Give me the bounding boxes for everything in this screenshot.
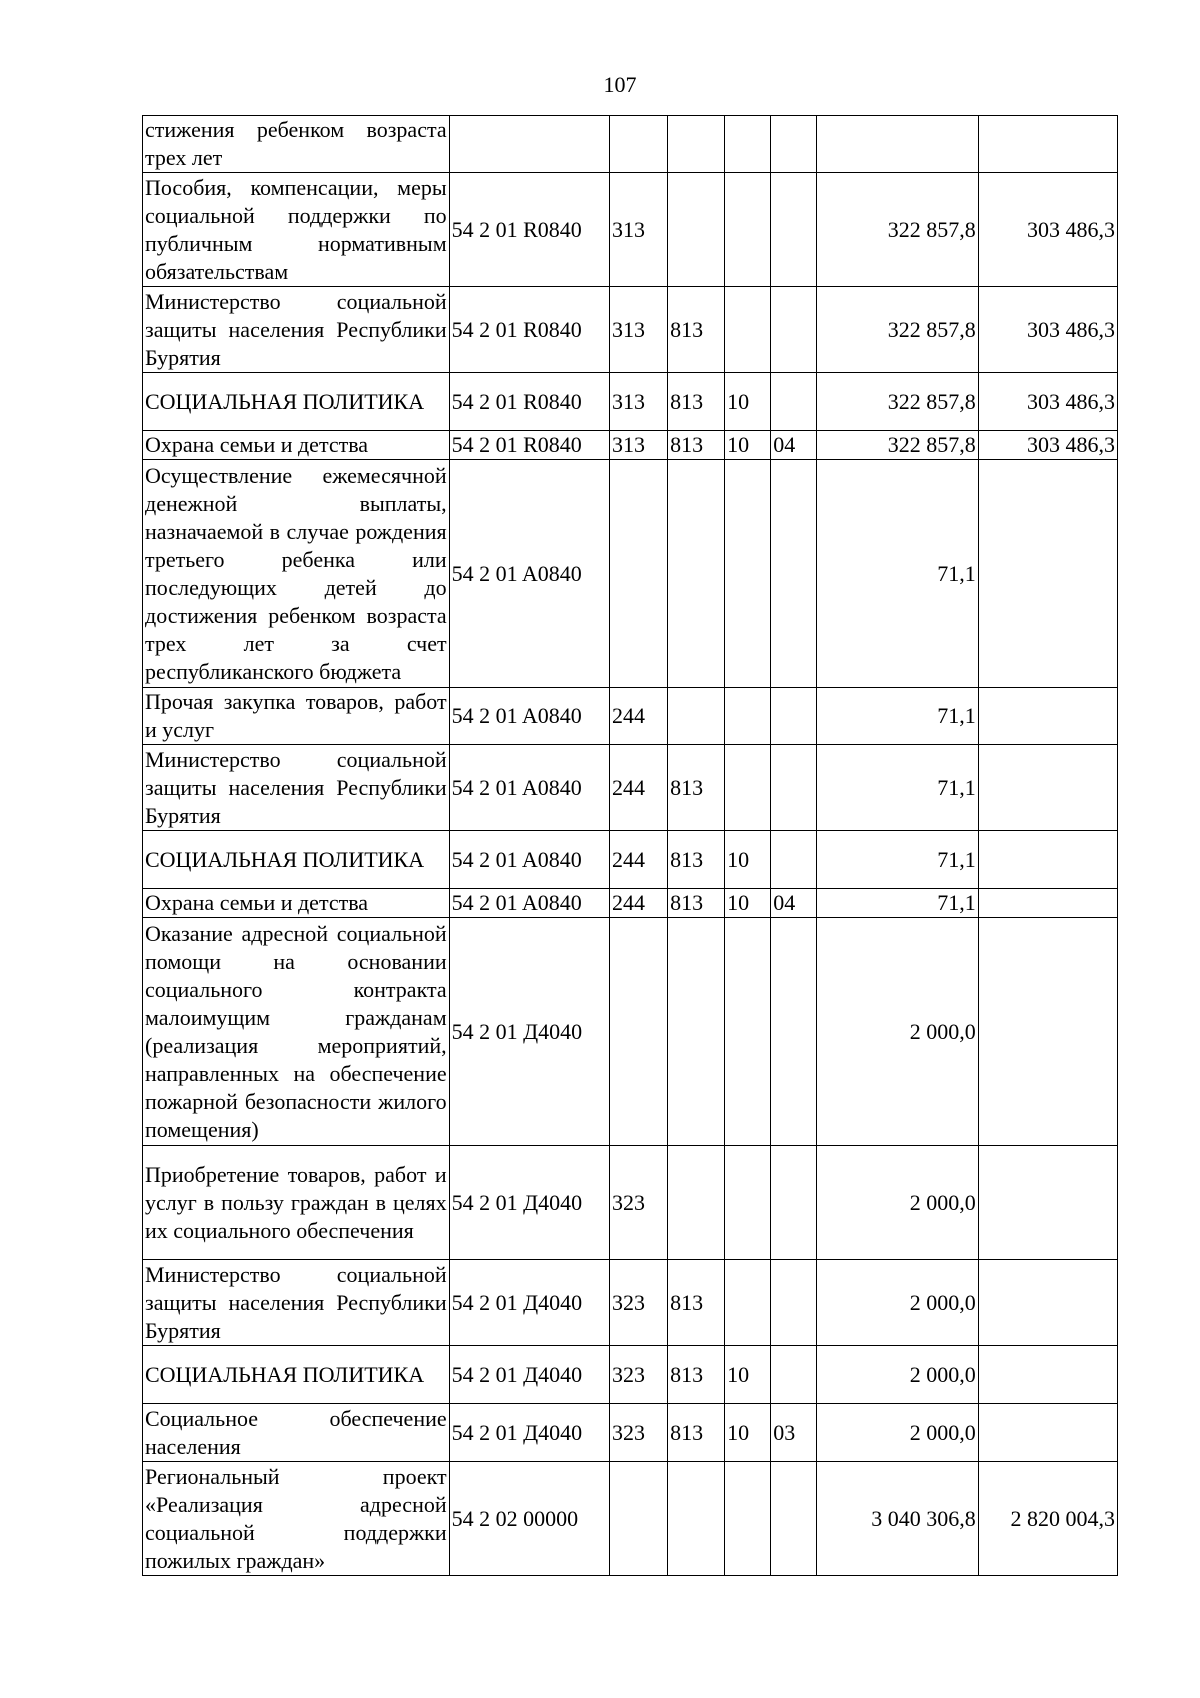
table-row (143, 287, 1118, 373)
row-ministry-code: 813 (668, 745, 725, 831)
row-name: Региональный проект «Реализация адресной социальной поддержки пожилых граждан» (143, 1462, 450, 1576)
row-section-code (725, 1462, 771, 1576)
row-subsection-code: 04 (771, 889, 817, 918)
row-type-code: 244 (609, 745, 667, 831)
row-subsection-code (771, 1346, 817, 1404)
row-ministry-code: 813 (668, 1404, 725, 1462)
row-subsection-code (771, 1462, 817, 1576)
row-amount-2: 2 820 004,3 (978, 1462, 1117, 1576)
row-section-code: 10 (725, 1346, 771, 1404)
row-amount-2 (978, 1346, 1117, 1404)
row-type-code: 323 (609, 1260, 667, 1346)
table-row (143, 460, 1118, 688)
row-code: 54 2 01 A0840 (449, 745, 609, 831)
row-name: СОЦИАЛЬНАЯ ПОЛИТИКА (143, 831, 450, 889)
row-section-code: 10 (725, 431, 771, 460)
row-subsection-code (771, 460, 817, 688)
row-amount-1: 322 857,8 (817, 373, 978, 431)
row-code: 54 2 01 R0840 (449, 287, 609, 373)
row-name: Охрана семьи и детства (143, 889, 450, 918)
row-code: 54 2 01 A0840 (449, 831, 609, 889)
row-code: 54 2 01 A0840 (449, 688, 609, 745)
row-amount-1 (817, 116, 978, 173)
row-section-code (725, 688, 771, 745)
row-amount-1: 71,1 (817, 688, 978, 745)
row-code: 54 2 01 R0840 (449, 173, 609, 287)
row-name: Министерство социальной защиты населения Республики Бурятия (143, 745, 450, 831)
row-amount-1: 71,1 (817, 889, 978, 918)
row-code: 54 2 01 R0840 (449, 431, 609, 460)
row-amount-2 (978, 745, 1117, 831)
row-ministry-code: 813 (668, 1260, 725, 1346)
row-amount-1: 322 857,8 (817, 173, 978, 287)
row-subsection-code (771, 918, 817, 1146)
row-name: Приобретение товаров, работ и услуг в пользу граждан в целях их социального обеспечения (143, 1146, 450, 1260)
row-section-code: 10 (725, 1404, 771, 1462)
row-code: 54 2 01 Д4040 (449, 918, 609, 1146)
row-subsection-code: 04 (771, 431, 817, 460)
table-row (143, 173, 1118, 287)
row-amount-2 (978, 1260, 1117, 1346)
row-amount-1: 2 000,0 (817, 1346, 978, 1404)
row-type-code: 313 (609, 173, 667, 287)
row-amount-2 (978, 116, 1117, 173)
row-name: Осуществление ежемесячной денежной выплаты, назначаемой в случае рождения третьего ребенка или последующих детей до достижения ребенком возраста трех лет за счет республиканского бюджета (143, 460, 450, 688)
row-name: Оказание адресной социальной помощи на основании социального контракта малоимущим гражданам (реализация мероприятий, направленных на обеспечение пожарной безопасности жилого помещения) (143, 918, 450, 1146)
row-amount-2: 303 486,3 (978, 173, 1117, 287)
budget-table (142, 115, 1118, 1576)
table-row (143, 1346, 1118, 1404)
row-code: 54 2 01 Д4040 (449, 1260, 609, 1346)
row-name: Охрана семьи и детства (143, 431, 450, 460)
table-row (143, 431, 1118, 460)
row-amount-2 (978, 1404, 1117, 1462)
row-amount-2 (978, 918, 1117, 1146)
row-amount-2: 303 486,3 (978, 431, 1117, 460)
row-subsection-code (771, 688, 817, 745)
row-amount-1: 2 000,0 (817, 1146, 978, 1260)
row-subsection-code (771, 373, 817, 431)
row-subsection-code (771, 1260, 817, 1346)
row-ministry-code (668, 1462, 725, 1576)
row-type-code (609, 918, 667, 1146)
row-amount-1: 2 000,0 (817, 918, 978, 1146)
row-subsection-code: 03 (771, 1404, 817, 1462)
row-name: стижения ребенком возраста трех лет (143, 116, 450, 173)
row-section-code (725, 287, 771, 373)
row-section-code (725, 116, 771, 173)
row-ministry-code (668, 1146, 725, 1260)
row-ministry-code (668, 173, 725, 287)
row-ministry-code: 813 (668, 831, 725, 889)
row-subsection-code (771, 1146, 817, 1260)
row-name: СОЦИАЛЬНАЯ ПОЛИТИКА (143, 1346, 450, 1404)
row-amount-1: 2 000,0 (817, 1260, 978, 1346)
row-section-code (725, 460, 771, 688)
row-name: Пособия, компенсации, меры социальной поддержки по публичным нормативным обязательствам (143, 173, 450, 287)
row-type-code (609, 460, 667, 688)
row-amount-2 (978, 460, 1117, 688)
row-code: 54 2 02 00000 (449, 1462, 609, 1576)
row-amount-2 (978, 831, 1117, 889)
row-ministry-code: 813 (668, 373, 725, 431)
table-row (143, 918, 1118, 1146)
row-type-code (609, 1462, 667, 1576)
row-code: 54 2 01 A0840 (449, 460, 609, 688)
row-section-code (725, 173, 771, 287)
table-row (143, 1404, 1118, 1462)
row-amount-2: 303 486,3 (978, 287, 1117, 373)
row-amount-1: 322 857,8 (817, 431, 978, 460)
row-ministry-code: 813 (668, 431, 725, 460)
row-ministry-code: 813 (668, 1346, 725, 1404)
row-section-code (725, 1260, 771, 1346)
row-section-code (725, 918, 771, 1146)
row-name: СОЦИАЛЬНАЯ ПОЛИТИКА (143, 373, 450, 431)
table-row (143, 1146, 1118, 1260)
table-row (143, 116, 1118, 173)
row-type-code: 313 (609, 431, 667, 460)
row-name: Министерство социальной защиты населения Республики Бурятия (143, 1260, 450, 1346)
row-name: Социальное обеспечение населения (143, 1404, 450, 1462)
row-code: 54 2 01 Д4040 (449, 1146, 609, 1260)
row-amount-1: 71,1 (817, 460, 978, 688)
row-amount-2 (978, 688, 1117, 745)
row-amount-1: 3 040 306,8 (817, 1462, 978, 1576)
row-type-code: 313 (609, 287, 667, 373)
table-row (143, 831, 1118, 889)
row-ministry-code: 813 (668, 287, 725, 373)
row-type-code: 323 (609, 1404, 667, 1462)
row-section-code (725, 1146, 771, 1260)
row-type-code: 244 (609, 831, 667, 889)
row-section-code (725, 745, 771, 831)
row-ministry-code (668, 116, 725, 173)
row-ministry-code: 813 (668, 889, 725, 918)
row-type-code: 244 (609, 688, 667, 745)
table-row (143, 1260, 1118, 1346)
row-amount-1: 71,1 (817, 745, 978, 831)
row-type-code: 323 (609, 1346, 667, 1404)
row-section-code: 10 (725, 831, 771, 889)
row-amount-2 (978, 889, 1117, 918)
row-section-code: 10 (725, 889, 771, 918)
row-subsection-code (771, 116, 817, 173)
table-row (143, 745, 1118, 831)
row-ministry-code (668, 918, 725, 1146)
table-row (143, 889, 1118, 918)
row-amount-1: 322 857,8 (817, 287, 978, 373)
row-code (449, 116, 609, 173)
row-amount-1: 2 000,0 (817, 1404, 978, 1462)
row-name: Прочая закупка товаров, работ и услуг (143, 688, 450, 745)
row-type-code: 323 (609, 1146, 667, 1260)
table-row (143, 373, 1118, 431)
table-body (143, 116, 1118, 1576)
row-name: Министерство социальной защиты населения Республики Бурятия (143, 287, 450, 373)
row-subsection-code (771, 287, 817, 373)
row-code: 54 2 01 Д4040 (449, 1346, 609, 1404)
table-row (143, 1462, 1118, 1576)
row-ministry-code (668, 688, 725, 745)
row-amount-2 (978, 1146, 1117, 1260)
row-section-code: 10 (725, 373, 771, 431)
row-amount-2: 303 486,3 (978, 373, 1117, 431)
row-type-code: 313 (609, 373, 667, 431)
row-amount-1: 71,1 (817, 831, 978, 889)
row-code: 54 2 01 A0840 (449, 889, 609, 918)
row-ministry-code (668, 460, 725, 688)
page-number: 107 (603, 72, 637, 97)
row-type-code (609, 116, 667, 173)
row-subsection-code (771, 173, 817, 287)
row-type-code: 244 (609, 889, 667, 918)
row-subsection-code (771, 745, 817, 831)
row-code: 54 2 01 Д4040 (449, 1404, 609, 1462)
row-subsection-code (771, 831, 817, 889)
table-row (143, 688, 1118, 745)
row-code: 54 2 01 R0840 (449, 373, 609, 431)
